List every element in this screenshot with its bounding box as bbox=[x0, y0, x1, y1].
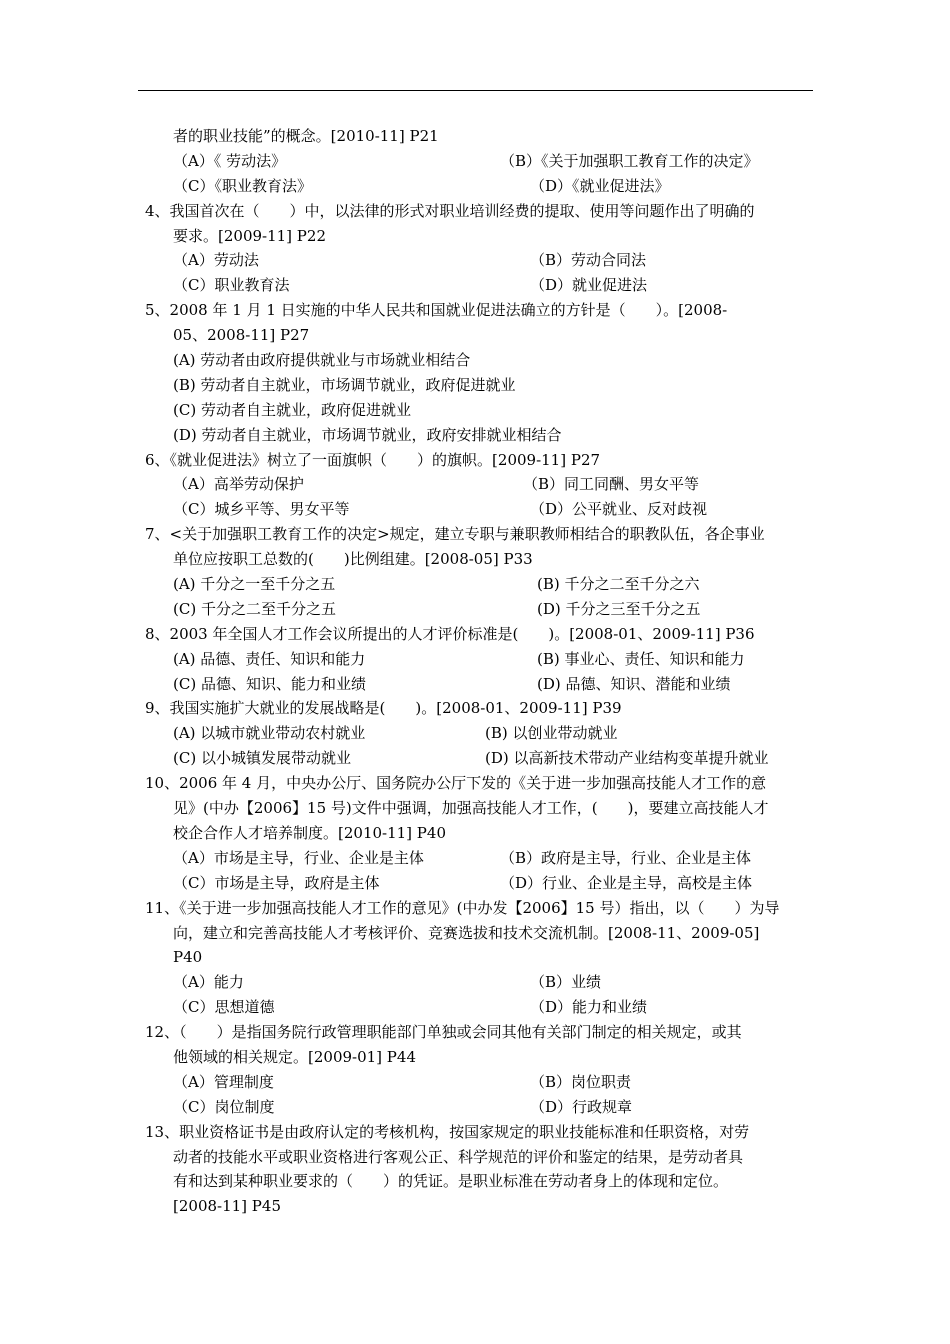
question-item bbox=[145, 896, 810, 1020]
option-text: （D）能力和业绩 bbox=[530, 998, 648, 1017]
question-stem-continuation: 校企合作人才培养制度。[2010-11] P40 bbox=[173, 823, 446, 842]
option-text: （D）行业、企业是主导，高校是主体 bbox=[500, 873, 753, 892]
option-text: (C) 劳动者自主就业，政府促进就业 bbox=[173, 400, 411, 419]
question-stem-continuation: 05、2008-11] P27 bbox=[173, 326, 310, 345]
options-row bbox=[145, 472, 810, 497]
option-text: (C) 千分之二至千分之五 bbox=[173, 599, 336, 618]
option-text: (D) 千分之三至千分之五 bbox=[537, 599, 701, 618]
question-stem: 者的职业技能”的概念。[2010-11] P21 bbox=[173, 127, 439, 145]
option-text: (B) 劳动者自主就业，市场调节就业，政府促进就业 bbox=[173, 375, 516, 394]
option-text: (A) 千分之一至千分之五 bbox=[173, 575, 336, 594]
options-row bbox=[145, 149, 810, 174]
options-row bbox=[145, 746, 810, 771]
option-text: （D）《就业促进法》 bbox=[530, 176, 670, 195]
option-text: (D) 品德、知识、潜能和业绩 bbox=[537, 674, 731, 693]
question-item bbox=[145, 298, 810, 447]
question-stem-continuation: 动者的技能水平或职业资格进行客观公正、科学规范的评价和鉴定的结果，是劳动者具 bbox=[173, 1147, 744, 1166]
question-stem-continuation: [2008-11] P45 bbox=[173, 1197, 281, 1216]
option-text: （B）政府是主导，行业、企业是主体 bbox=[500, 848, 752, 867]
option-text: （B）《关于加强职工教育工作的决定》 bbox=[500, 151, 759, 170]
question-stem: 8、2003 年全国人才工作会议所提出的人才评价标准是( )。[2008-01、2009-11] P36 bbox=[145, 624, 755, 643]
question-item bbox=[145, 522, 810, 622]
question-stem: 11、《关于进一步加强高技能人才工作的意见》(中办发【2006】15 号）指出，以（ ）为导 bbox=[145, 898, 780, 917]
question-stem: 6、《就业促进法》树立了一面旗帜（ ）的旗帜。[2009-11] P27 bbox=[145, 450, 601, 469]
option-text: (A) 以城市就业带动农村就业 bbox=[173, 724, 366, 743]
options-row bbox=[145, 647, 810, 672]
option-text: (A) 劳动者由政府提供就业与市场就业相结合 bbox=[173, 351, 471, 370]
question-stem: 10、2006 年 4 月，中央办公厅、国务院办公厅下发的《关于进一步加强高技能人才工作的意 bbox=[145, 774, 767, 793]
question-stem: 5、2008 年 1 月 1 日实施的中华人民共和国就业促进法确立的方针是（ ）。[2008- bbox=[145, 301, 728, 320]
options-row bbox=[145, 846, 810, 871]
question-item bbox=[145, 622, 810, 697]
options-row bbox=[145, 348, 810, 373]
question-stem: 7、<关于加强职工教育工作的决定>规定，建立专职与兼职教师相结合的职教队伍，各企事业 bbox=[145, 525, 765, 544]
option-text: （D）行政规章 bbox=[530, 1097, 633, 1116]
option-text: （D）公平就业、反对歧视 bbox=[530, 500, 708, 519]
question-stem-continuation: 单位应按职工总数的( )比例组建。[2008-05] P33 bbox=[173, 550, 533, 569]
options-row bbox=[145, 970, 810, 995]
options-row bbox=[145, 497, 810, 522]
options-row bbox=[145, 273, 810, 298]
option-text: （C）职业教育法 bbox=[173, 276, 290, 295]
question-item bbox=[145, 1120, 810, 1220]
question-stem: 13、职业资格证书是由政府认定的考核机构，按国家规定的职业技能标准和任职资格，对劳 bbox=[145, 1122, 750, 1141]
question-item bbox=[145, 448, 810, 523]
option-text: （C）《职业教育法》 bbox=[173, 176, 312, 195]
options-row bbox=[145, 248, 810, 273]
question-stem: 12、（ ）是指国务院行政管理职能部门单独或会同其他有关部门制定的相关规定，或其 bbox=[145, 1023, 742, 1042]
option-text: (B) 事业心、责任、知识和能力 bbox=[537, 649, 745, 668]
option-text: （C）思想道德 bbox=[173, 998, 275, 1017]
option-text: （B）同工同酬、男女平等 bbox=[523, 475, 700, 494]
option-text: （A）市场是主导，行业、企业是主体 bbox=[173, 848, 424, 867]
option-text: （A）管理制度 bbox=[173, 1072, 274, 1091]
question-stem-continuation: 他领域的相关规定。[2009-01] P44 bbox=[173, 1047, 416, 1066]
question-stem: 9、我国实施扩大就业的发展战略是( )。[2008-01、2009-11] P39 bbox=[145, 699, 622, 718]
option-text: (B) 以创业带动就业 bbox=[485, 724, 618, 743]
option-text: （D）就业促进法 bbox=[530, 276, 648, 295]
option-text: （B）业绩 bbox=[530, 973, 602, 992]
options-row bbox=[145, 423, 810, 448]
option-text: (D) 以高新技术带动产业结构变革提升就业 bbox=[485, 749, 769, 768]
options-row bbox=[145, 871, 810, 896]
options-row bbox=[145, 597, 810, 622]
options-row bbox=[145, 721, 810, 746]
option-text: (A) 品德、责任、知识和能力 bbox=[173, 649, 366, 668]
question-stem-continuation: 有和达到某种职业要求的（ ）的凭证。是职业标准在劳动者身上的体现和定位。 bbox=[173, 1172, 729, 1191]
question-stem-continuation: P40 bbox=[173, 948, 203, 967]
options-row bbox=[145, 672, 810, 697]
options-row bbox=[145, 373, 810, 398]
question-item bbox=[145, 124, 810, 199]
option-text: （B）岗位职责 bbox=[530, 1072, 632, 1091]
options-row bbox=[145, 174, 810, 199]
question-item bbox=[145, 199, 810, 299]
option-text: （C）市场是主导，政府是主体 bbox=[173, 873, 380, 892]
options-row bbox=[145, 572, 810, 597]
question-item bbox=[145, 771, 810, 895]
option-text: （A）能力 bbox=[173, 973, 244, 992]
question-stem: 4、我国首次在（ ）中，以法律的形式对职业培训经费的提取、使用等问题作出了明确的 bbox=[145, 201, 755, 220]
option-text: (C) 品德、知识、能力和业绩 bbox=[173, 674, 366, 693]
header-rule bbox=[138, 90, 813, 91]
options-row bbox=[145, 995, 810, 1020]
question-stem-continuation: 要求。[2009-11] P22 bbox=[173, 226, 326, 245]
options-row bbox=[145, 1095, 810, 1120]
option-text: (B) 千分之二至千分之六 bbox=[537, 575, 700, 594]
options-row bbox=[145, 398, 810, 423]
question-item bbox=[145, 696, 810, 771]
option-text: （A）高举劳动保护 bbox=[173, 475, 304, 494]
option-text: （B）劳动合同法 bbox=[530, 251, 647, 270]
question-item bbox=[145, 1020, 810, 1120]
option-text: (C) 以小城镇发展带动就业 bbox=[173, 749, 351, 768]
question-list bbox=[145, 124, 810, 1219]
option-text: (D) 劳动者自主就业，市场调节就业，政府安排就业相结合 bbox=[173, 425, 562, 444]
option-text: （C）岗位制度 bbox=[173, 1097, 275, 1116]
options-row bbox=[145, 1070, 810, 1095]
question-stem-continuation: 向，建立和完善高技能人才考核评价、竞赛选拔和技术交流机制。[2008-11、2009-05] bbox=[173, 923, 760, 942]
option-text: （A）《 劳动法》 bbox=[173, 151, 287, 170]
option-text: （C）城乡平等、男女平等 bbox=[173, 500, 350, 519]
question-stem-continuation: 见》(中办【2006】15 号)文件中强调，加强高技能人才工作，( )，要建立高技能人才 bbox=[173, 799, 769, 818]
option-text: （A）劳动法 bbox=[173, 251, 259, 270]
